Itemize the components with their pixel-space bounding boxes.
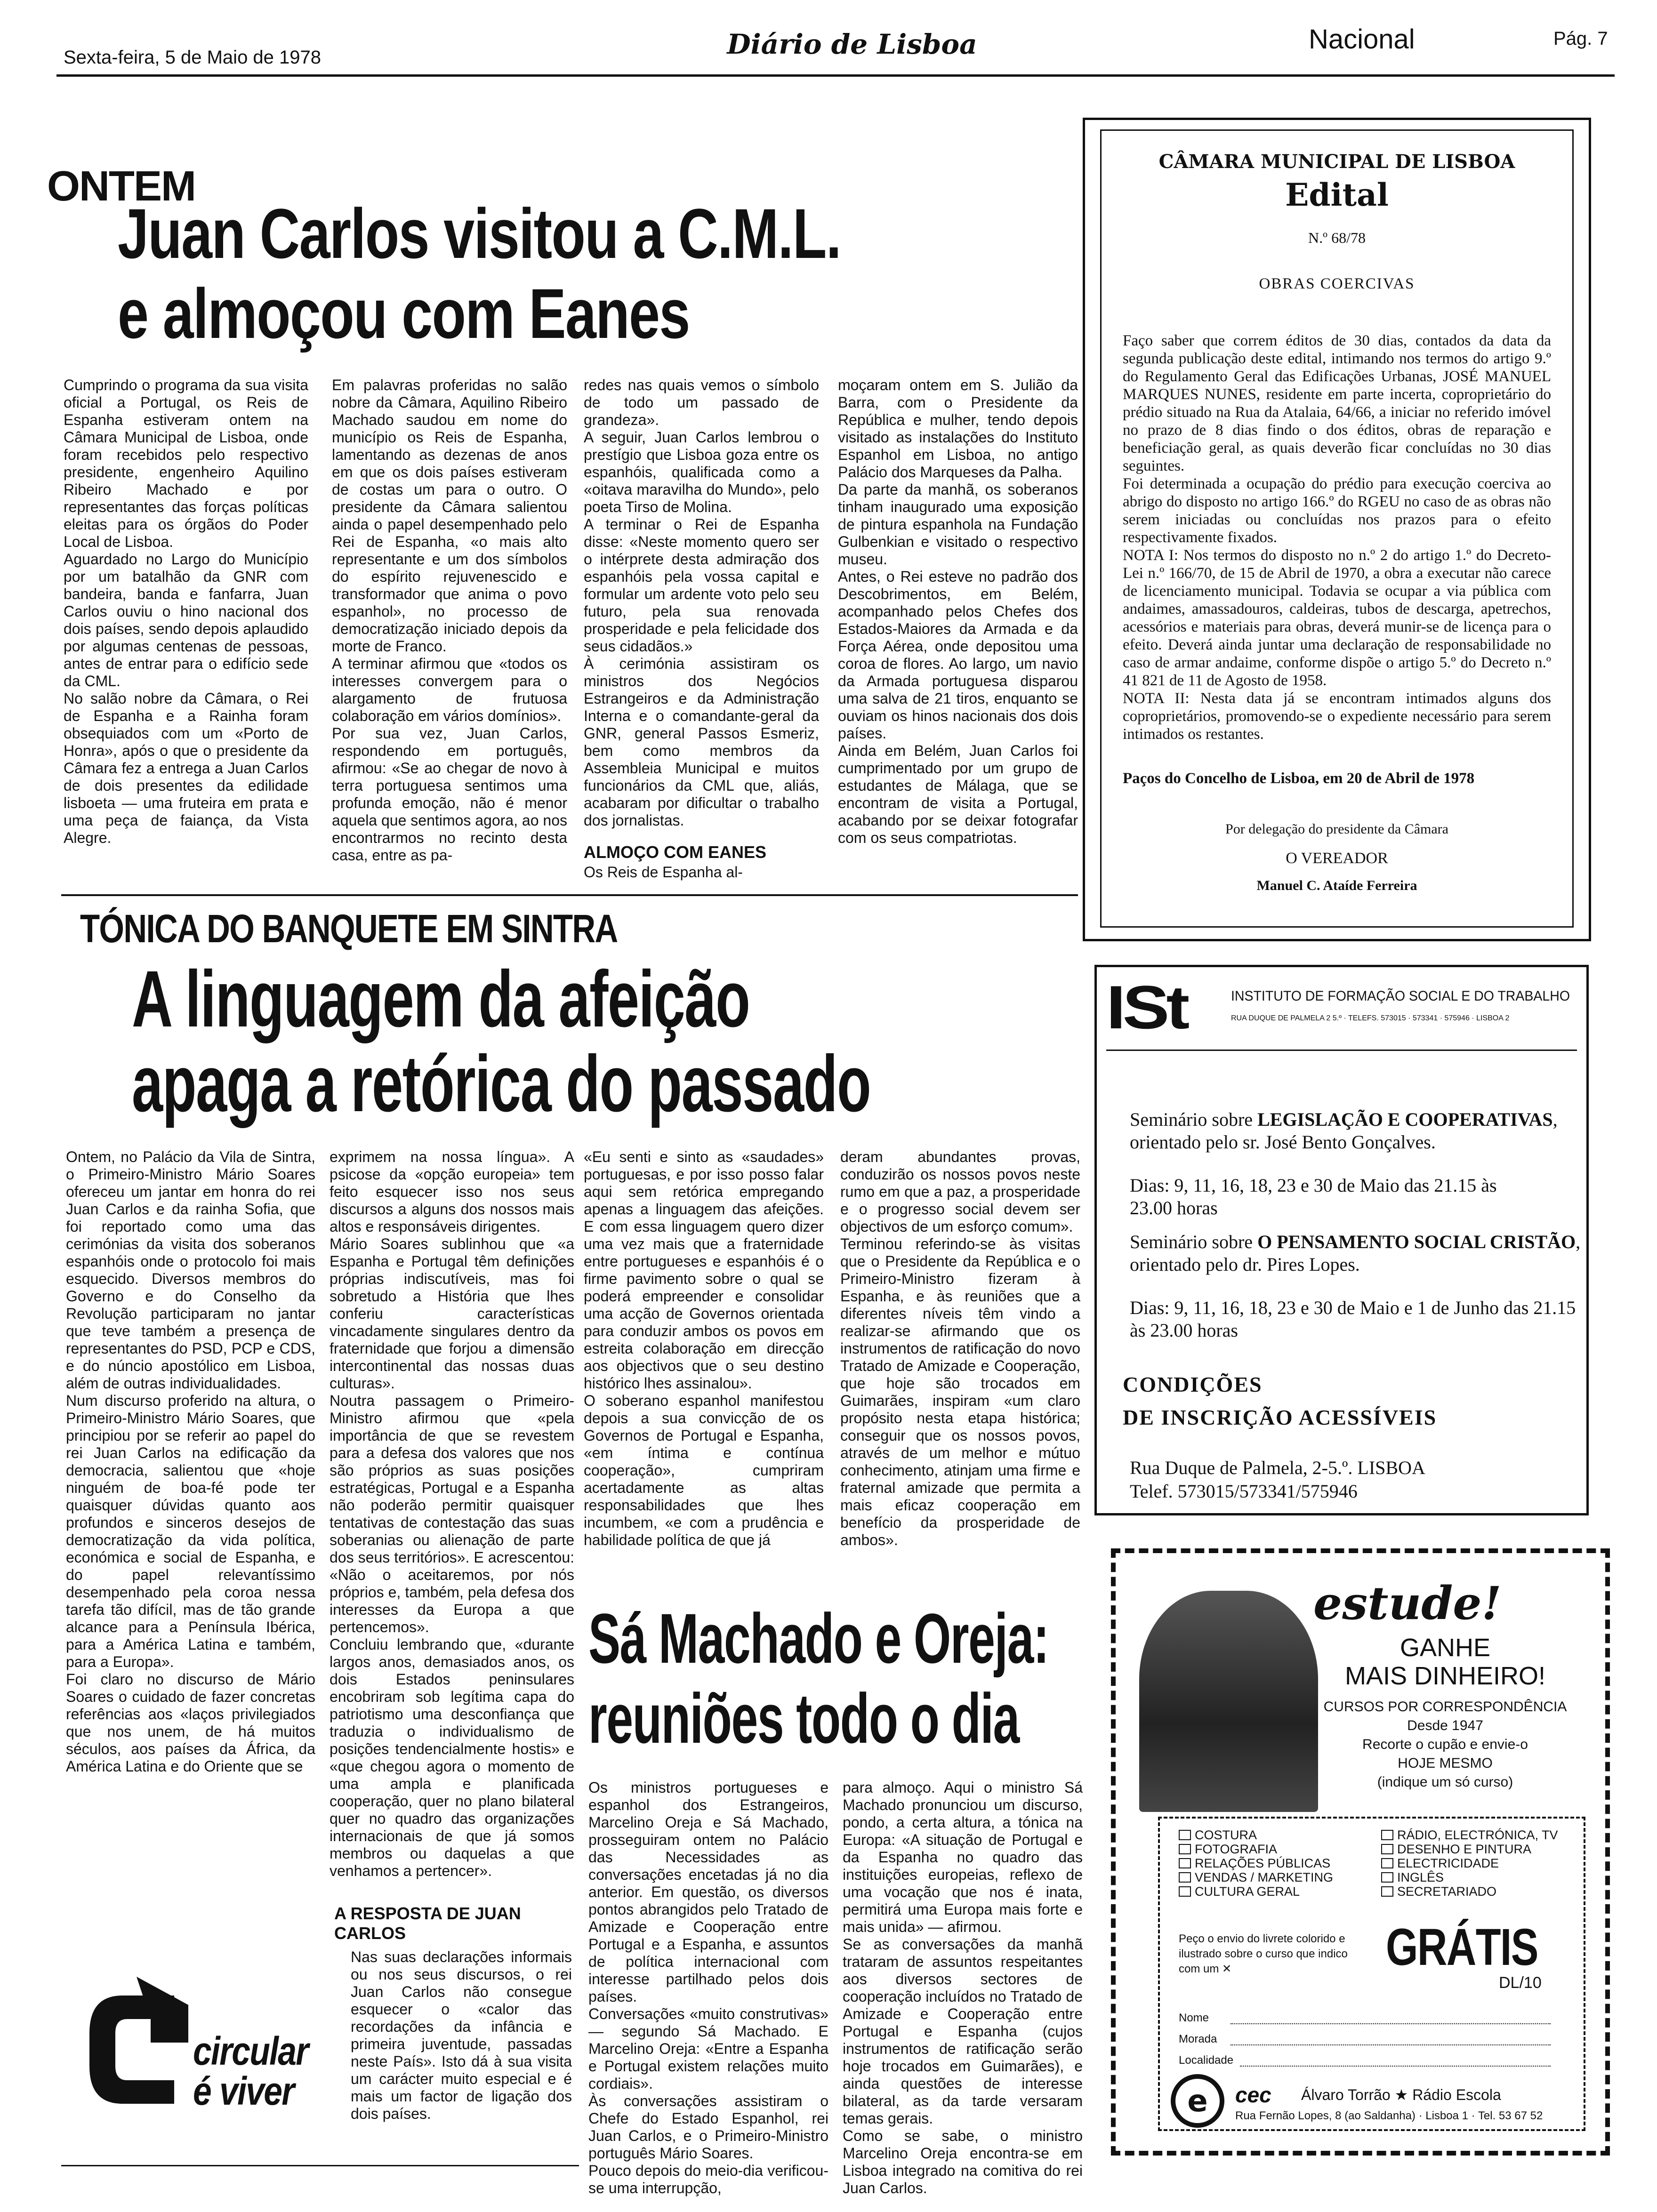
story3-column-2: para almoço. Aqui o ministro Sá Machado pronunciou um discurso, pondo, a certa altura, a tónica na Europa: «A situação de Portugal e da Espanha no quadro das instituições europeias, reflexo de uma vocação que nos é inata, permitirá uma Europa mais forte e mais unida» — afirmou. Se as conversações da manhã trataram de assuntos respeitantes aos diversos sectores de cooperação incluídos no Tratado de Amizade e Cooperação entre Portugal e Espanha (cujos instrumentos de ratificação serão hoje trocados em Guimarães), e ainda questões de interesse bilateral, as da tarde versaram temas gerais. Como se sabe, o ministro Marcelino Oreja encontra-se em Lisboa integrado na comitiva do rei Juan Carlos.	[843, 1779, 1083, 2196]
cec-ad	[1111, 1548, 1610, 2156]
cec-brand-names: Álvaro Torrão ★ Rádio Escola	[1301, 2086, 1501, 2103]
cec-morada-field[interactable]	[1231, 2044, 1551, 2045]
story1-kicker: ONTEM	[47, 163, 195, 210]
course-option[interactable]	[1179, 1856, 1367, 1870]
story1-column-3b: Os Reis de Espanha al-	[584, 864, 743, 881]
story1-headline-line1: Juan Carlos visitou a C.M.L.	[118, 194, 841, 273]
cec-coupon	[1158, 1817, 1585, 2131]
circular-line2: é viver	[193, 2069, 294, 2113]
ifst-seminar-2-dates: Dias: 9, 11, 16, 18, 23 e 30 de Maio e 1 de Junho das 21.15 às 23.00 horas	[1130, 1297, 1576, 1341]
cec-peco: Peço o envio do livrete colorido e ilustrado sobre o curso que indico com um ✕	[1179, 1932, 1348, 1975]
ifst-conditions-line1: CONDIÇÕES	[1123, 1372, 1263, 1396]
story3-headline-line2: reuniões todo o dia	[588, 1679, 1019, 1758]
story1-column-3a: redes nas quais vemos o símbolo de todo um passado de grandeza». A seguir, Juan Carlos lembrou o prestígio que Lisboa goza entre os espanhóis, qualificada como a «oitava maravilha do Mundo», pelo poeta Tirso de Molina. A terminar o Rei de Espanha disse: «Neste momento quero ser o intérprete desta admiração dos espanhóis pela vossa capital e formular um ardente voto pelo seu futuro, pela sua renovada prosperidade e pela felicidade dos seus cidadãos.» À cerimónia assistiram os ministros dos Negócios Estrangeiros e da Administração Interna e o comandante-geral da GNR, general Passos Esmeriz, bem como membros da Assembleia Municipal e muitos funcionários da CML que, aliás, acabaram por dificultar o trabalho dos jornalistas.	[584, 377, 819, 829]
course-option[interactable]	[1381, 1842, 1579, 1856]
edital-subject: OBRAS COERCIVAS	[1259, 275, 1415, 292]
ifst-address: Rua Duque de Palmela, 2-5.º. LISBOA	[1130, 1457, 1425, 1478]
story2-column-4: deram abundantes provas, conduzirão os nossos povos neste rumo em que a paz, a prosperidade e o progresso social devem ser objectivos de um esforço comum». Terminou referindo-se às visitas que o Presidente da República e o Primeiro-Ministro fizeram à Espanha, e às reuniões que a diferentes níveis têm vindo a realizar-se afirmando que os instrumentos de ratificação do novo Tratado de Amizade e Cooperação, que hoje são trocados em Guimarães, inspiram «um claro propósito nesta etapa histórica; conseguir que os nossos povos, através de um melhor e mútuo conhecimento, atinjam uma firme e fraternal amizade que permita a mais eficaz cooperação em benefício da prosperidade de ambos».	[840, 1148, 1080, 1548]
cec-morada-label: Morada	[1179, 2033, 1217, 2045]
story3-headline-line1: Sá Machado e Oreja:	[588, 1599, 1049, 1678]
ifst-seminar-1-prefix: Seminário sobre	[1130, 1109, 1258, 1130]
course-label: DESENHO E PINTURA	[1397, 1842, 1532, 1856]
story1-subhead: ALMOÇO COM EANES	[584, 842, 767, 862]
masthead	[0, 0, 1657, 80]
ifst-address-line: RUA DUQUE DE PALMELA 2 5.º · TELEFS. 573015 · 573341 · 575946 · LISBOA 2	[1231, 1014, 1510, 1022]
cec-cursos: CURSOS POR CORRESPONDÊNCIA	[1323, 1699, 1567, 1715]
course-label: FOTOGRAFIA	[1195, 1842, 1278, 1856]
story2-column-1: Ontem, no Palácio da Vila de Sintra, o Primeiro-Ministro Mário Soares ofereceu um jantar em honra do rei Juan Carlos e da rainha Sofia, que foi reportado como uma das cerimónias da visita dos soberanos espanhóis onde o protocolo foi mais esquecido. Diversos membros do Governo e do Conselho da Revolução participaram no jantar que teve também a presença de representantes do PSD, PCP e CDS, e do núncio apostólico em Lisboa, além de outras individualidades. Num discurso proferido na altura, o Primeiro-Ministro Mário Soares, que principiou por se referir ao papel do rei Juan Carlos na edificação da democracia, salientou que «hoje ninguém de boa-fé pode ter quaisquer dúvidas quanto aos profundos e sinceros desejos de democratização da vida política, económica e social de Espanha, e do papel relevantíssimo desempenhado pela coroa nessa tarefa tão difícil, mas de tão grande alcance para a Península Ibérica, para a América Latina e também, para a Europa». Foi claro no discurso de Mário Soares o cuidado de fazer concretas referências aos «laços privilegiados que nos unem, de há muitos séculos, aos países da África, da América Latina e do Oriente que se	[66, 1148, 315, 1775]
cec-brand-address: Rua Fernão Lopes, 8 (ao Saldanha) · Lisboa 1 · Tel. 53 67 52	[1235, 2109, 1543, 2122]
checkbox-icon[interactable]	[1179, 1872, 1191, 1883]
ifst-seminar-2-title: O PENSAMENTO SOCIAL CRISTÃO	[1257, 1231, 1576, 1252]
edital-body: Faço saber que correm éditos de 30 dias, contados da data da segunda publicação deste edital, intimando nos termos do artigo 9.º do Regulamento Geral das Edificações Urbanas, JOSÉ MANUEL MARQUES NUNES, residente em parte incerta, coproprietário do prédio situado na Rua da Atalaia, 64/66, a iniciar no referido imóvel no prazo de 8 dias findo o dos éditos, obras de reparação e beneficiação geral, as quais deverão ficar concluídas no 30 dias seguintes. Foi determinada a ocupação do prédio para execução coerciva ao abrigo do disposto no artigo 166.º do RGEU no caso de as obras não serem iniciadas ou concluídas nos prazos para o efeito respectivamente fixados. NOTA I: Nos termos do disposto no n.º 2 do artigo 1.º do Decreto-Lei n.º 166/70, de 15 de Abril de 1970, a obra a executar não carece de licenciamento municipal. Todavia se ocupar a via pública com andaimes, amassadouros, caldeiras, tubos de descarga, apetrechos, acessórios e materiais para obras, deverá munir-se de licença para o efeito. Deverá ainda juntar uma declaração de responsabilidade no caso de armar andaime, conforme dispõe o artigo 5.º do Decreto n.º 41 821 de 11 de Agosto de 1958. NOTA II: Nesta data já se encontram intimados alguns dos coproprietários, promovendo-se o expediente necessário para serem intimados os restantes.	[1123, 332, 1551, 743]
cec-photo	[1139, 1591, 1318, 1812]
course-label: ELECTRICIDADE	[1397, 1856, 1499, 1870]
cec-ganhe-line1: GANHE	[1400, 1634, 1491, 1662]
course-label: RÁDIO, ELECTRÓNICA, TV	[1397, 1828, 1558, 1842]
cec-code: DL/10	[1499, 1974, 1542, 1992]
story1-headline-line2: e almoçou com Eanes	[118, 274, 690, 353]
ifst-ad	[1094, 965, 1589, 1515]
course-label: RELAÇÕES PÚBLICAS	[1195, 1856, 1331, 1870]
story2-column-2a: exprimem na nossa língua». A psicose da «opção europeia» tem feito esquecer isso nos seus discursos a alguns dos nossos mais altos e responsáveis dirigentes. Mário Soares sublinhou que «a Espanha e Portugal têm definições próprias indiscutíveis, mas foi sobretudo a História que lhes conferiu características vincadamente singulares dentro da fraternidade que forjou a dimensão intercontinental das nossas duas culturas». Noutra passagem o Primeiro-Ministro afirmou que «pela importância de que se revestem para a defesa dos valores que nos são próprios as suas posições estratégicas, Portugal e a Espanha não poderão permitir quaisquer tentativas de contestação das suas soberanias ou alienação de parte dos seus territórios». E acrescentou: «Não o aceitaremos, por nós próprios e, também, pela defesa dos interesses da Europa a que pertencemos». Concluiu lembrando que, «durante largos anos, demasiados anos, os dois Estados peninsulares encobriram sob legítima capa do patriotismo uma desconfiança que traduzia o individualismo de posições tendencialmente hostis» e «que chegou agora o momento de uma ampla e planificada cooperação, quer no plano bilateral quer no quadro das organizações internacionais de que já somos membros ou daquelas a que venhamos a pertencer».	[330, 1148, 574, 1879]
section-name: Nacional	[1309, 24, 1415, 55]
ifst-seminar-1-title: LEGISLAÇÃO E COOPERATIVAS	[1257, 1109, 1553, 1130]
course-option[interactable]	[1179, 1884, 1367, 1899]
cec-slogan: estude!	[1313, 1577, 1502, 1630]
ifst-seminar-2-suffix: , orientado pelo dr. Pires Lopes.	[1130, 1231, 1581, 1275]
page-bottom-rule	[61, 2165, 579, 2166]
circular-line1: circular	[193, 2029, 308, 2073]
cec-nome-field[interactable]	[1231, 2023, 1551, 2024]
ifst-conditions-line2: DE INSCRIÇÃO ACESSÍVEIS	[1123, 1405, 1437, 1429]
story2-subhead: A RESPOSTA DE JUAN CARLOS	[334, 1904, 521, 1943]
masthead-title: Diário de Lisboa	[727, 28, 977, 60]
story2-column-3: «Eu senti e sinto as «saudades» portuguesas, e por isso posso falar aqui sem retórica empregando apenas a linguagem das afeições. E com essa linguagem quero dizer uma vez mais que a fraternidade entre portugueses e espanhóis é o firme pavimento sobre o qual se poderá empreender e consolidar uma acção de Governos orientada para conduzir ambos os povos em estreita colaboração em direcção aos objectivos que o seu destino histórico lhes assinalou». O soberano espanhol manifestou depois a sua convicção de os Governos de Portugal e Espanha, «em íntima e contínua cooperação», cumpriram acertadamente as altas responsabilidades que lhes incumbem, «e com a prudência e habilidade política de que já	[584, 1148, 824, 1548]
course-option[interactable]	[1179, 1842, 1367, 1856]
course-option[interactable]	[1381, 1828, 1579, 1842]
cec-recorte: Recorte o cupão e envie-o	[1362, 1737, 1528, 1752]
cec-courses-right	[1381, 1828, 1579, 1899]
course-label: INGLÊS	[1397, 1870, 1444, 1884]
cec-desde: Desde 1947	[1407, 1718, 1483, 1733]
story1-bottom-rule	[61, 894, 1078, 896]
ifst-logo: ISt	[1106, 973, 1187, 1042]
story3-column-1: Os ministros portugueses e espanhol dos Estrangeiros, Marcelino Oreja e Sá Machado, prosseguiram ontem no Palácio das Necessidades as conversações encetadas já no dia anterior. Em questão, os diversos pontos abrangidos pelo Tratado de Amizade e Cooperação entre Portugal e a Espanha, e assuntos de política internacional com interesse partilhado pelos dois países. Conversações «muito construtivas» — segundo Sá Machado. E Marcelino Oreja: «Entre a Espanha e Portugal existem relações muito cordiais». Às conversações assistiram o Chefe do Estado Espanhol, rei Juan Carlos, e o Primeiro-Ministro português Mário Soares. Pouco depois do meio-dia verificou-se uma interrupção,	[588, 1779, 828, 2196]
story2-kicker: TÓNICA DO BANQUETE EM SINTRA	[80, 906, 618, 951]
story1-column-1: Cumprindo o programa da sua visita oficial a Portugal, os Reis de Espanha estiveram ontem na Câmara Municipal de Lisboa, onde foram recebidos pelo respectivo presidente, engenheiro Aquilino Ribeiro Machado e por representantes das forças políticas eleitas para os órgãos do Poder Local de Lisboa. Aguardado no Largo do Município por um batalhão da GNR com bandeira, banda e fanfarra, Juan Carlos ouviu o hino nacional dos dois países, sendo depois aplaudido por algumas centenas de pessoas, antes de entrar para o edifício sede da CML. No salão nobre da Câmara, o Rei de Espanha e a Rainha foram obsequiados com um «Porto de Honra», após o que o presidente da Câmara fez a entrega a Juan Carlos de dois presentes da edilidade lisboeta — uma fruteira em prata e uma peça de faiança, da Vista Alegre.	[64, 377, 308, 846]
course-option[interactable]	[1381, 1856, 1579, 1870]
course-label: SECRETARIADO	[1397, 1884, 1497, 1899]
edital-name: Manuel C. Ataíde Ferreira	[1256, 878, 1417, 893]
course-label: COSTURA	[1195, 1828, 1257, 1842]
circular-logo-icon	[80, 1977, 188, 2118]
checkbox-icon[interactable]	[1179, 1858, 1191, 1868]
cec-courses-left	[1179, 1828, 1367, 1899]
edital-org: CÂMARA MUNICIPAL DE LISBOA	[1158, 151, 1515, 173]
checkbox-icon[interactable]	[1179, 1886, 1191, 1897]
ifst-seminar-1-dates: Dias: 9, 11, 16, 18, 23 e 30 de Maio das 21.15 às 23.00 horas	[1130, 1175, 1497, 1218]
course-option[interactable]	[1381, 1870, 1579, 1884]
ifst-seminar-1-suffix: , orientado pelo sr. José Bento Gonçalves.	[1130, 1109, 1558, 1153]
cec-nome-label: Nome	[1179, 2012, 1209, 2024]
edital-box	[1083, 118, 1591, 941]
checkbox-icon[interactable]	[1381, 1886, 1393, 1897]
story1-column-4: moçaram ontem em S. Julião da Barra, com o Presidente da República e mulher, tendo depois visitado as instalações do Instituto Espanhol em Lisboa, no antigo Palácio dos Marqueses da Palha. Da parte da manhã, os soberanos tinham inaugurado uma exposição de pintura espanhola na Fundação Gulbenkian e visitado o respectivo museu. Antes, o Rei esteve no padrão dos Descobrimentos, em Belém, acompanhado pelos Chefes dos Estados-Maiores da Armada e da Força Aérea, onde depositou uma coroa de flores. Ao largo, um navio da Armada portuguesa disparou uma salva de 21 tiros, enquanto se ouviam os hinos nacionais dos dois países. Ainda em Belém, Juan Carlos foi cumprimentado por um grupo de estudantes de Málaga, que se encontram de visita a Portugal, acabando por se deixar fotografar com os seus compatriotas.	[838, 377, 1078, 846]
story1-column-2: Em palavras proferidas no salão nobre da Câmara, Aquilino Ribeiro Machado saudou em nome do município os Reis de Espanha, lamentando as dezenas de anos em que os dois países estiveram de costas um para o outro. O presidente da Câmara salientou ainda o papel desempenhado pelo Rei de Espanha, «o mais alto representante e um dos símbolos do espírito rejuvenescido e transformador que anima o povo espanhol», no processo de democratização iniciado depois da morte de Franco. A terminar afirmou que «todos os interesses convergem para o alargamento de frutuosa colaboração em vários domínios». Por sua vez, Juan Carlos, respondendo em português, afirmou: «Se ao chegar de novo à terra portuguesa sentimos uma profunda emoção, não é menor aquela que sentimos agora, ao nos encontrarmos no recinto desta casa, entre as pa-	[332, 377, 567, 864]
checkbox-icon[interactable]	[1179, 1844, 1191, 1854]
cec-indique: (indique um só curso)	[1377, 1774, 1513, 1790]
cec-localidade-label: Localidade	[1179, 2054, 1234, 2067]
page-number: Pág. 7	[1553, 28, 1608, 49]
course-label: VENDAS / MARKETING	[1195, 1870, 1334, 1884]
cec-brand: cec	[1235, 2083, 1271, 2107]
masthead-date: Sexta-feira, 5 de Maio de 1978	[64, 47, 322, 68]
cec-localidade-field[interactable]	[1240, 2066, 1551, 2067]
cec-logo-icon	[1169, 2073, 1226, 2129]
course-option[interactable]	[1381, 1884, 1579, 1899]
ifst-seminar-2	[1130, 1231, 1582, 1276]
story2-headline-line2: apaga a retórica do passado	[132, 1039, 871, 1129]
ifst-telephone: Telef. 573015/573341/575946	[1130, 1481, 1358, 1502]
ifst-header-rule	[1106, 1050, 1577, 1051]
checkbox-icon[interactable]	[1381, 1844, 1393, 1854]
checkbox-icon[interactable]	[1381, 1858, 1393, 1868]
circular-ad	[80, 1967, 325, 2156]
edital-role: O VEREADOR	[1286, 850, 1388, 867]
ifst-seminar-2-prefix: Seminário sobre	[1130, 1231, 1258, 1252]
cec-hoje: HOJE MESMO	[1398, 1755, 1493, 1771]
story2-headline-line1: A linguagem da afeição	[132, 954, 750, 1044]
cec-ganhe-line2: MAIS DINHEIRO!	[1344, 1662, 1546, 1690]
ifst-name: INSTITUTO DE FORMAÇÃO SOCIAL E DO TRABALHO	[1231, 988, 1570, 1004]
course-option[interactable]	[1179, 1828, 1367, 1842]
course-label: CULTURA GERAL	[1195, 1884, 1300, 1899]
story2-column-2b: Nas suas declarações informais ou nos seus discursos, o rei Juan Carlos não consegue esquecer o «calor das recordações da infância e primeira juventude, passadas neste País». Isto dá à sua visita um carácter muito especial e é mais um factor de ligação dos dois países.	[351, 1948, 572, 2122]
edital-signoff: Paços do Concelho de Lisboa, em 20 de Abril de 1978	[1123, 770, 1475, 787]
cec-gratis: GRÁTIS	[1386, 1918, 1538, 1976]
edital-title: Edital	[1285, 176, 1389, 213]
masthead-rule	[56, 74, 1615, 77]
ifst-seminar-1	[1130, 1108, 1572, 1154]
edital-number: N.º 68/78	[1308, 229, 1366, 246]
checkbox-icon[interactable]	[1381, 1830, 1393, 1840]
svg-text:e: e	[1187, 2084, 1208, 2119]
checkbox-icon[interactable]	[1381, 1872, 1393, 1883]
course-option[interactable]	[1179, 1870, 1367, 1884]
checkbox-icon[interactable]	[1179, 1830, 1191, 1840]
edital-delegation: Por delegação do presidente da Câmara	[1225, 821, 1448, 837]
